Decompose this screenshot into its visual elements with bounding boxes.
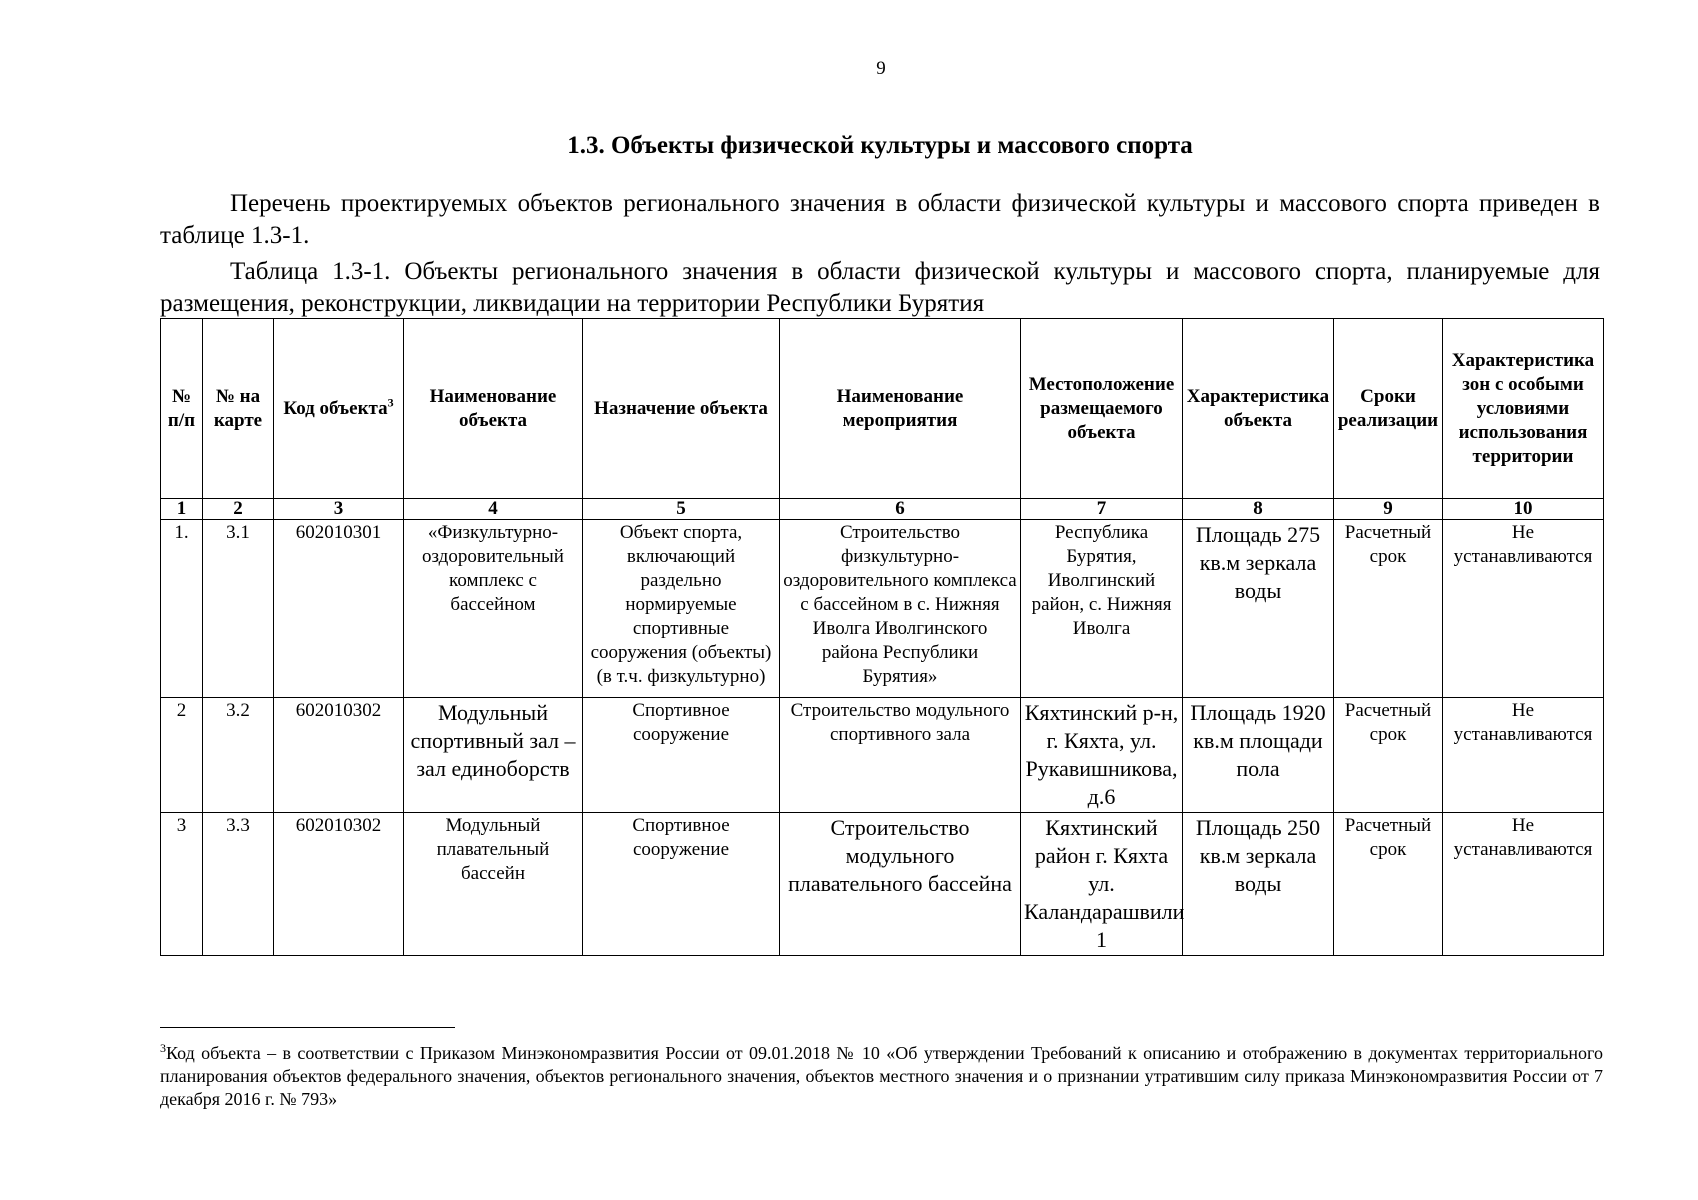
column-number: 3 (274, 499, 404, 520)
column-number: 5 (583, 499, 780, 520)
cell-activity: Строительство модульного спортивного зала (780, 698, 1021, 813)
table-row (161, 813, 1604, 956)
table-row (161, 520, 1604, 698)
cell-terms: Расчетный срок (1334, 813, 1443, 956)
cell-num: 2 (161, 698, 203, 813)
cell-zones: Не устанавливаются (1443, 520, 1604, 698)
column-number: 9 (1334, 499, 1443, 520)
page-number: 9 (876, 58, 886, 79)
header-characteristic: Характеристика объекта (1183, 319, 1334, 499)
column-number: 4 (404, 499, 583, 520)
cell-location: Кяхтинский р-н, г. Кяхта, ул. Рукавишникова, д.6 (1021, 698, 1183, 813)
table-row (161, 698, 1604, 813)
cell-characteristic: Площадь 275 кв.м зеркала воды (1183, 520, 1334, 698)
cell-map-num: 3.3 (203, 813, 274, 956)
header-code (274, 319, 404, 499)
header-name: Наименование объекта (404, 319, 583, 499)
cell-num: 1. (161, 520, 203, 698)
header-zones: Характеристика зон с особыми условиями использования территории (1443, 319, 1604, 499)
column-number-row (161, 499, 1604, 520)
cell-activity: Строительство физкультурно-оздоровительного комплекса с бассейном в с. Нижняя Иволга Иволгинского района Республики Бурятия» (780, 520, 1021, 698)
table-header-row (161, 319, 1604, 499)
intro-text: Перечень проектируемых объектов регионального значения в области физической культуры и массового спорта приведен в таблице 1.3-1. (160, 190, 1600, 249)
header-location: Местоположение размещаемого объекта (1021, 319, 1183, 499)
cell-zones: Не устанавливаются (1443, 698, 1604, 813)
cell-location: Кяхтинский район г. Кяхта ул. Каландарашвили 1 (1021, 813, 1183, 956)
column-number: 10 (1443, 499, 1604, 520)
header-activity: Наименование мероприятия (780, 319, 1021, 499)
cell-purpose: Объект спорта, включающий раздельно нормируемые спортивные сооружения (объекты) (в т.ч. физкультурно) (583, 520, 780, 698)
cell-name: «Физкультурно-оздоровительный комплекс с бассейном (404, 520, 583, 698)
header-num: № п/п (161, 319, 203, 499)
cell-code: 602010302 (274, 813, 404, 956)
column-number: 8 (1183, 499, 1334, 520)
cell-map-num: 3.1 (203, 520, 274, 698)
column-number: 2 (203, 499, 274, 520)
cell-name: Модульный спортивный зал – зал единоборств (404, 698, 583, 813)
header-code-footnote-marker: 3 (387, 395, 394, 410)
cell-code: 602010302 (274, 698, 404, 813)
cell-zones: Не устанавливаются (1443, 813, 1604, 956)
cell-name: Модульный плавательный бассейн (404, 813, 583, 956)
cell-num: 3 (161, 813, 203, 956)
cell-code: 602010301 (274, 520, 404, 698)
column-number: 6 (780, 499, 1021, 520)
footnote-marker: 3 (160, 1041, 166, 1055)
column-number: 1 (161, 499, 203, 520)
objects-table (160, 318, 1604, 956)
table-caption: Таблица 1.3-1. Объекты регионального значения в области физической культуры и массового спорта, планируемые для размещения, реконструкции, ликвидации на территории Республики Бурятия (160, 258, 1600, 317)
intro-paragraph (160, 188, 1600, 252)
cell-purpose: Спортивное сооружение (583, 813, 780, 956)
section-title: 1.3. Объекты физической культуры и массового спорта (567, 132, 1193, 159)
cell-map-num: 3.2 (203, 698, 274, 813)
header-map-num: № на карте (203, 319, 274, 499)
cell-location: Республика Бурятия, Иволгинский район, с. Нижняя Иволга (1021, 520, 1183, 698)
cell-terms: Расчетный срок (1334, 698, 1443, 813)
cell-characteristic: Площадь 250 кв.м зеркала воды (1183, 813, 1334, 956)
footnote-text: Код объекта – в соответствии с Приказом Минэкономразвития России от 09.01.2018 № 10 «Об утверждении Требований к описанию и отображению в документах территориального планирования объектов федерального значения, объектов регионального значения, объектов местного значения и о признании утратившим силу приказа Минэкономразвития России от 7 декабря 2016 г. № 793» (160, 1043, 1603, 1109)
footnote (160, 1042, 1603, 1111)
cell-purpose: Спортивное сооружение (583, 698, 780, 813)
header-terms: Сроки реализации (1334, 319, 1443, 499)
cell-activity: Строительство модульного плавательного бассейна (780, 813, 1021, 956)
cell-terms: Расчетный срок (1334, 520, 1443, 698)
header-code-text: Код объекта (283, 397, 388, 419)
column-number: 7 (1021, 499, 1183, 520)
cell-characteristic: Площадь 1920 кв.м площади пола (1183, 698, 1334, 813)
footnote-divider (160, 1027, 455, 1028)
header-purpose: Назначение объекта (583, 319, 780, 499)
